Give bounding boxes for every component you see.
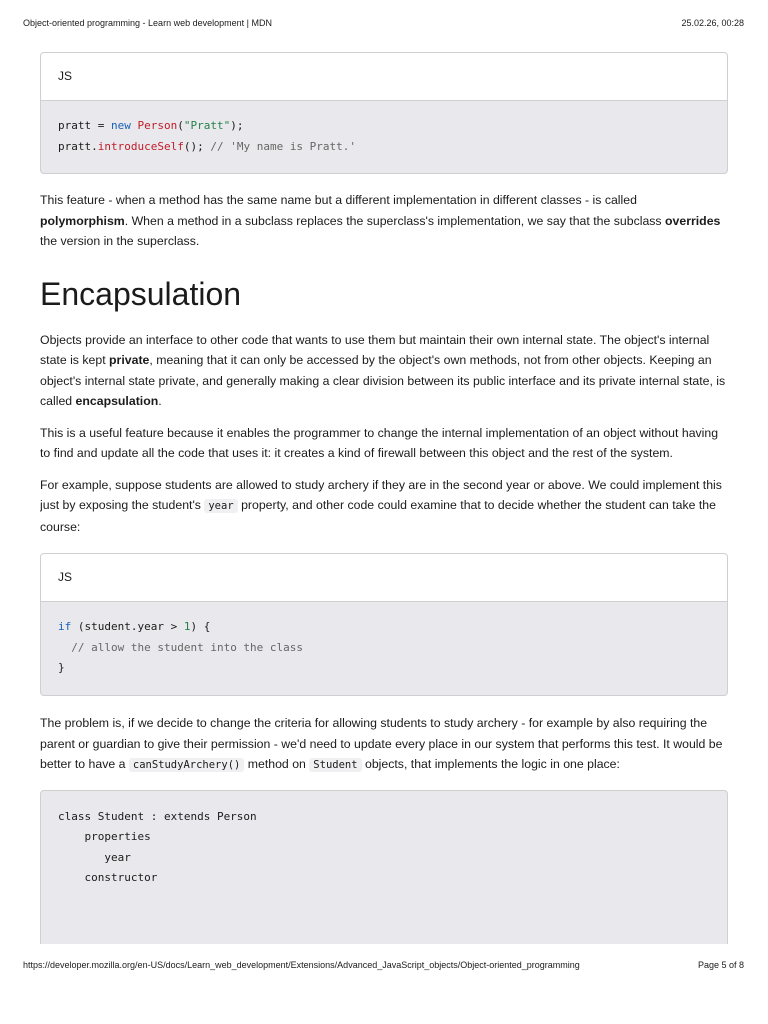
polymorphism-paragraph: This feature - when a method has the same name but a different implementation in different classes - is called polymorphism. When a method in a subclass replaces the superclass's implementation, we say that the subclass overrides the version in the superclass. (40, 193, 721, 248)
code-body[interactable] (41, 791, 727, 905)
section-heading-encapsulation: Encapsulation (40, 275, 242, 312)
inline-code: year (204, 499, 237, 513)
code-line: class Student : extends Person (58, 809, 257, 823)
archery-example-paragraph: For example, suppose students are allowed to study archery if they are in the second year or above. We could implement this just by exposing the student's year property, and other code could examine that to decide whether the student can take the course: (40, 477, 722, 534)
code-example-2 (40, 553, 728, 696)
code-line: pratt = new Person("Pratt"); (58, 119, 244, 132)
code-language-label: JS (41, 554, 727, 602)
code-example-3 (40, 790, 728, 945)
page-number: Page 5 of 8 (697, 960, 744, 970)
code-line: year (58, 850, 131, 864)
code-line: // allow the student into the class (71, 640, 304, 654)
page-url[interactable]: https://developer.mozilla.org/en-US/docs/Learn_web_development/Extensions/Advanced_JavaScript_objects/Object-oriented_programming (23, 960, 580, 970)
print-footer (23, 960, 744, 974)
print-datetime: 25.02.26, 00:28 (681, 18, 744, 28)
inline-code: Student (309, 758, 361, 772)
article-content (40, 52, 728, 944)
encapsulation-intro-paragraph: Objects provide an interface to other code that wants to use them but maintain their own internal state. The object's internal state is kept private, meaning that it can only be accessed by the object's own methods, not from other objects. Keeping an object's internal state private, and generally making a clear division between its public interface and its private internal state, is called encapsulation. (40, 332, 726, 408)
code-body[interactable] (41, 101, 727, 173)
code-line: if (student.year > 1) { (58, 620, 211, 633)
print-header (23, 18, 744, 32)
code-line: constructor (58, 871, 158, 884)
criteria-paragraph: The problem is, if we decide to change the criteria for allowing students to study archery - for example by also requiring the parent or guardian to give their permission - we'd need to update every place in our system that performs this test. It would be better to have a canStudyArchery() method on Student objects, that implements the logic in one place: (40, 716, 723, 771)
code-line: } (58, 661, 65, 674)
code-body[interactable] (41, 602, 727, 695)
code-line: pratt.introduceSelf(); // 'My name is Pratt.' (58, 139, 357, 153)
code-line: properties (58, 830, 151, 843)
code-language-label: JS (41, 53, 727, 101)
page-title: Object-oriented programming - Learn web development | MDN (23, 18, 272, 28)
inline-code: canStudyArchery() (129, 758, 244, 772)
code-example-1 (40, 52, 728, 174)
firewall-paragraph: This is a useful feature because it enables the programmer to change the internal implementation of an object without having to find and update all the code that uses it: it creates a kind of firewall between this object and the rest of the system. (40, 425, 719, 460)
